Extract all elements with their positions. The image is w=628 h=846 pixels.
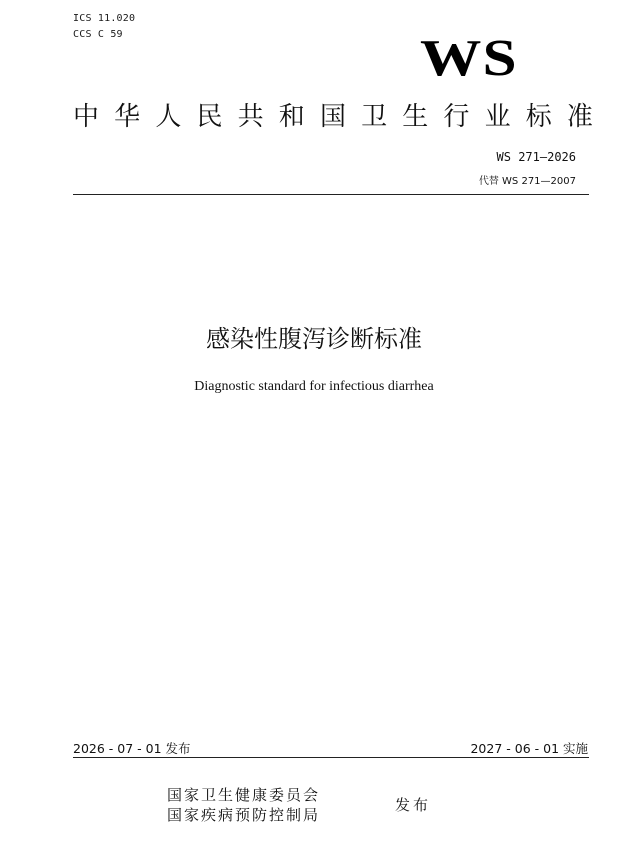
heading-char: 标 [525,102,552,132]
header-divider [73,194,589,195]
issuer-nhc: 国家卫生健康委员会 [167,786,321,804]
footer-divider [73,757,589,758]
standard-number: WS 271—2026 [496,150,576,164]
heading-char: 行 [443,102,470,132]
heading-char: 业 [484,102,511,132]
heading-char: 华 [114,102,141,132]
heading-char: 共 [237,102,264,132]
heading-char: 卫 [361,102,388,132]
publish-label: 发布 [395,796,432,814]
implementation-date: 2027 - 06 - 01 实施 [470,741,588,756]
heading-char: 和 [278,102,305,132]
replaces-standard: 代替 WS 271—2007 [478,176,576,187]
issuer-cdc: 国家疾病预防控制局 [167,806,321,824]
heading-char: 准 [566,102,593,132]
ccs-code: CCS C 59 [73,29,123,40]
heading-char: 中 [73,102,100,132]
title-english: Diagnostic standard for infectious diarrhea [194,379,434,394]
heading-char: 民 [196,102,223,132]
issue-date: 2026 - 07 - 01 发布 [73,741,191,756]
ministry-standard-heading [73,100,593,134]
heading-char: 人 [155,102,182,132]
heading-char: 国 [319,102,346,132]
title-chinese: 感染性腹泻诊断标准 [206,325,422,353]
ics-code: ICS 11.020 [73,13,136,24]
ws-logo: WS [420,30,518,87]
heading-char: 生 [402,102,429,132]
